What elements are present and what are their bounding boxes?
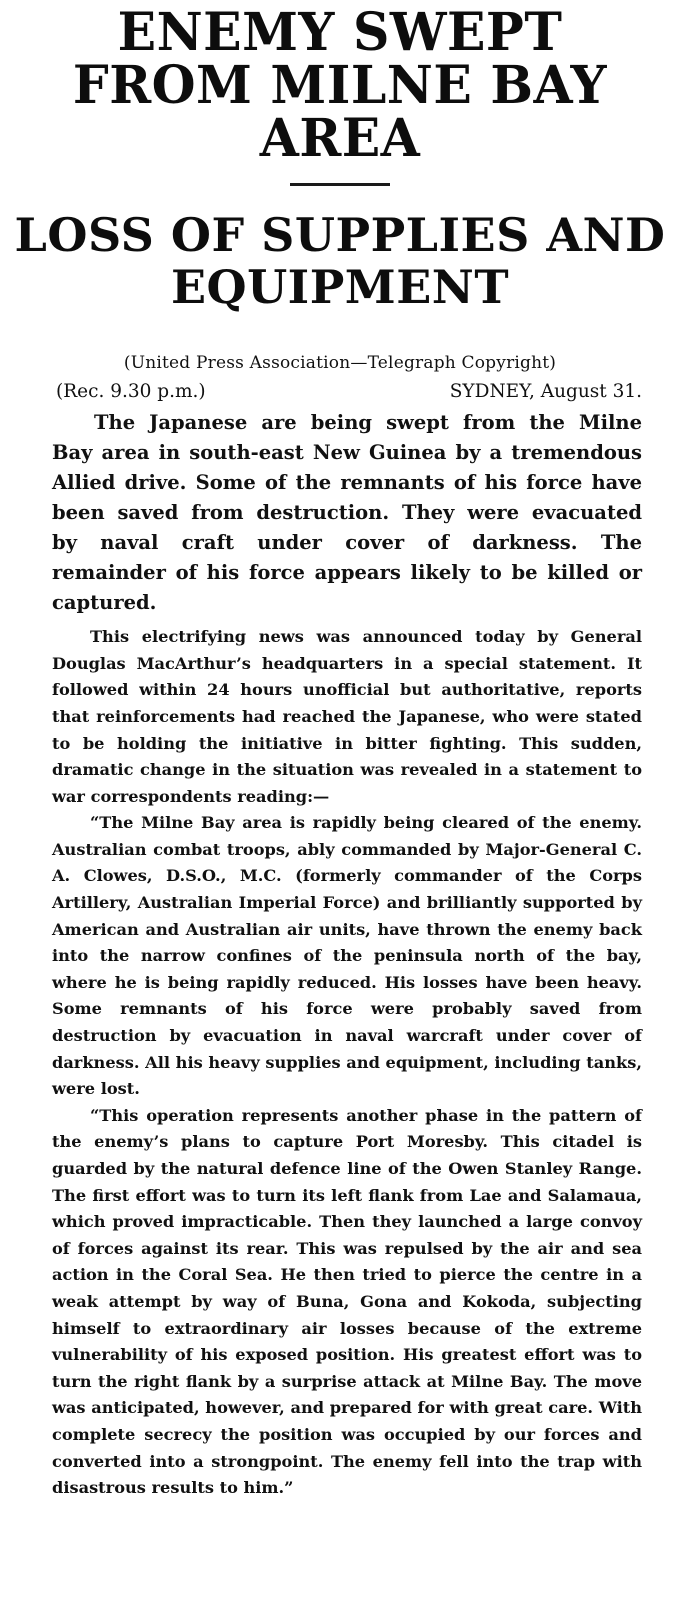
headline-divider xyxy=(290,183,390,186)
received-time: (Rec. 9.30 p.m.) xyxy=(56,381,206,403)
wire-credit: (United Press Association—Telegraph Copyright) xyxy=(123,353,557,374)
body-paragraph: “This operation represents another phase in the pattern of the enemy’s plans to capture Port Moresby. This citadel is guarded by the natural defence line of the Owen Stanley Range. The first effort was to turn its left flank from Lae and Salamaua, which proved impracticable. Then they launched a large convoy of forces against its rear. This was repulsed by the air and sea action in the Coral Sea. He then tried to pierce the centre in a weak attempt by way of Buna, Gona and Kokoda, subjecting himself to extraordinary air losses because of the extreme vulnerability of his exposed position. His greatest effort was to turn the right flank by a surprise attack at Milne Bay. The move was anticipated, however, and prepared for with great care. With complete secrecy the position was occupied by our forces and converted into a strongpoint. The enemy fell into the trap with disastrous results to him.” xyxy=(52,1105,642,1498)
lead-paragraph: The Japanese are being swept from the Milne Bay area in south-east New Guinea by a tremendous Allied drive. Some of the remnants of his force have been saved from destruction. They were evacuated by naval craft under cover of darkness. The remainder of his force appears likely to be killed or captured. xyxy=(52,411,642,615)
dateline: SYDNEY, August 31. xyxy=(449,381,642,403)
body-paragraph: This electrifying news was announced today by General Douglas MacArthur’s headquarters in a special statement. It followed within 24 hours unofficial but authoritative, reports that reinforcements had reached the Japanese, who were stated to be holding the initiative in bitter fighting. This sudden, dramatic change in the situation was revealed in a statement to war correspondents reading:— xyxy=(52,627,642,806)
headline: ENEMY SWEPT FROM MILNE BAY AREA xyxy=(72,2,608,170)
dateline-row xyxy=(12,381,668,402)
subheadline: LOSS OF SUPPLIES AND EQUIPMENT xyxy=(14,208,666,314)
body-paragraph: “The Milne Bay area is rapidly being cleared of the enemy. Australian combat troops, ably commanded by Major-General C. A. Clowes, D.S.O., M.C. (formerly commander of the Corps Artillery, Australian Imperial Force) and brilliantly supported by American and Australian air units, have thrown the enemy back into the narrow confines of the peninsula north of the bay, where he is being rapidly reduced. His losses have been heavy. Some remnants of his force were probably saved from destruction by evacuation in naval warcraft under cover of darkness. All his heavy supplies and equipment, including tanks, were lost. xyxy=(52,813,642,1099)
